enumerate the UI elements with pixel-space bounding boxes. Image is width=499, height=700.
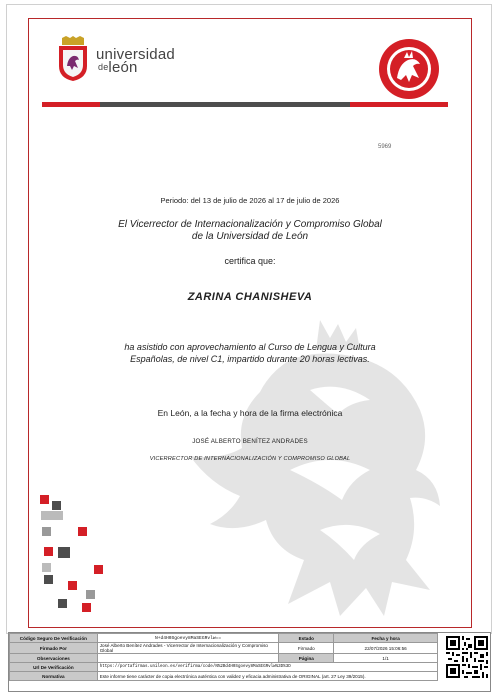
square-decoration <box>94 565 103 574</box>
certifies-text: certifica que: <box>224 256 276 266</box>
table-row <box>10 634 438 643</box>
authority-line-2: de la Universidad de León <box>191 231 309 242</box>
verification-qr-code-icon[interactable] <box>446 636 488 678</box>
verification-url-link[interactable]: https://portafirmas.unileon.es/verifirma/code/N%2Bd4H0Sgoevy8MaSEGRvlw%3D%3D <box>97 663 437 672</box>
observations-value <box>97 654 279 663</box>
coat-of-arms-icon <box>56 36 90 82</box>
signature-verification-block <box>8 632 491 692</box>
header-divider <box>42 102 448 107</box>
page-value: 1/1 <box>334 654 438 663</box>
square-decoration <box>58 599 67 608</box>
signer-role: VICERRECTOR DE INTERNACIONALIZACIÓN Y COMPROMISO GLOBAL <box>149 456 351 462</box>
status-label: Estado <box>279 634 334 643</box>
course-description-line-2: Españolas, de nivel C1, impartido durante 20 horas lectivas. <box>130 354 370 364</box>
csv-label: Código Seguro De Verificación <box>10 634 98 643</box>
observations-label: Observaciones <box>10 654 98 663</box>
divider-red-left <box>42 102 100 107</box>
verification-table <box>9 633 438 681</box>
regulation-label: Normativa <box>10 672 98 681</box>
square-decoration <box>68 581 77 590</box>
page-label: Página <box>279 654 334 663</box>
issuing-authority <box>40 219 460 243</box>
authority-line-1: El Vicerrector de Internacionalización y Compromiso Global <box>118 219 382 230</box>
square-decoration <box>42 527 51 536</box>
university-logo <box>56 36 196 86</box>
square-decoration <box>52 501 61 510</box>
decorative-squares <box>38 495 128 615</box>
divider-red-right <box>350 102 448 107</box>
brand-line-leon-text: león <box>108 59 138 76</box>
square-decoration <box>41 511 63 520</box>
signed-by-value: José Alberto Benítez Andrades - Vicerrector de Internacionalización y Compromiso Global <box>97 643 279 654</box>
lion-watermark-icon <box>170 320 450 620</box>
square-decoration <box>40 495 49 504</box>
place-and-date: En León, a la fecha y hora de la firma electrónica <box>157 408 343 418</box>
square-decoration <box>42 563 51 572</box>
student-name: ZARINA CHANISHEVA <box>187 291 313 303</box>
signer-name: JOSÉ ALBERTO BENÍTEZ ANDRADES <box>192 438 308 445</box>
square-decoration <box>78 527 87 536</box>
verification-url-label: Url De Verificación <box>10 663 98 672</box>
divider-gray <box>100 102 350 107</box>
brand-line-de: de <box>98 62 109 72</box>
brand-line-universidad: universidad <box>96 46 175 63</box>
datetime-value: 22/07/2026 15:06:56 <box>334 643 438 654</box>
course-period: Periodo: del 13 de julio de 2026 al 17 de julio de 2026 <box>160 196 340 205</box>
csv-value[interactable]: N+d4H0Sgoevy8MaSEGRvlw== <box>97 634 279 643</box>
certificate-reference-number: 5969 <box>378 144 392 150</box>
course-description-line-1: ha asistido con aprovechamiento al Curso de Lengua y Cultura <box>124 342 376 352</box>
status-value: Firmado <box>279 643 334 654</box>
square-decoration <box>44 547 53 556</box>
regulation-value: Este informe tiene carácter de copia electrónica auténtica con validez y eficacia administrativa de ORIGINAL (art. 27 Ley 39/2015). <box>97 672 437 681</box>
table-row <box>10 663 438 672</box>
signed-by-label: Firmado Por <box>10 643 98 654</box>
language-courses-seal-icon <box>378 38 440 100</box>
square-decoration <box>82 603 91 612</box>
datetime-label: Fecha y hora <box>334 634 438 643</box>
table-row <box>10 643 438 654</box>
course-description <box>40 341 460 365</box>
square-decoration <box>86 590 95 599</box>
square-decoration <box>58 547 70 558</box>
table-row <box>10 654 438 663</box>
table-row <box>10 672 438 681</box>
square-decoration <box>44 575 53 584</box>
